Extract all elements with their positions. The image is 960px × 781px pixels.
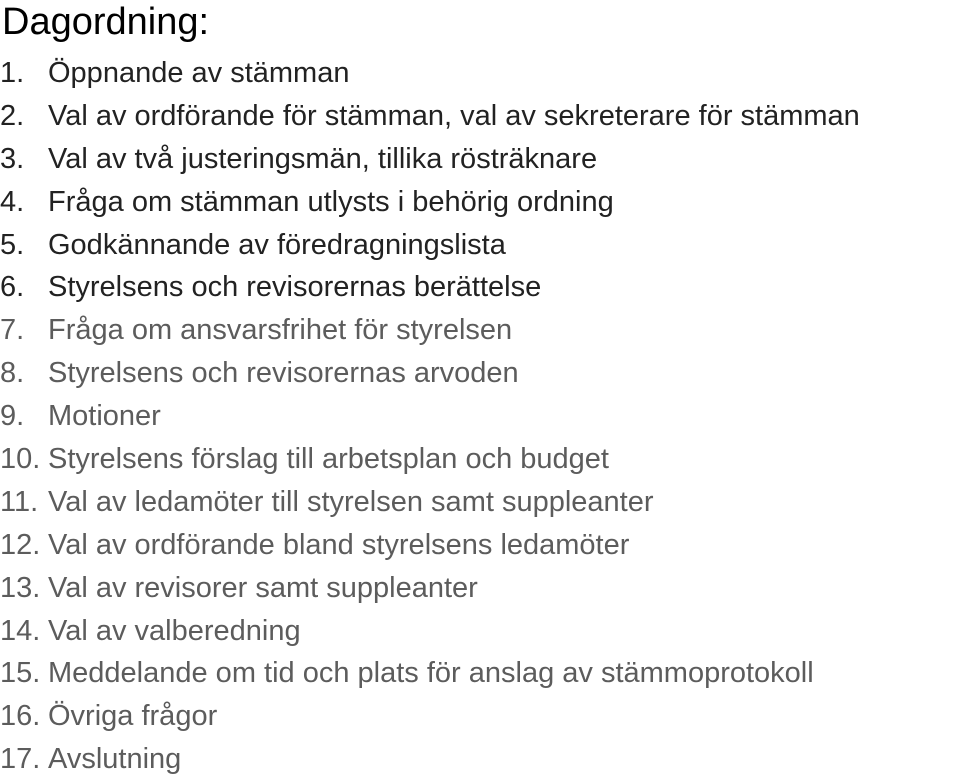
agenda-item-text: Avslutning	[48, 743, 182, 776]
agenda-item-text: Meddelande om tid och plats för anslag av stämmoprotokoll	[48, 657, 814, 690]
agenda-item-text: Fråga om ansvarsfrihet för styrelsen	[48, 314, 513, 347]
agenda-item	[0, 567, 860, 610]
agenda-item-number: 9.	[0, 400, 25, 433]
agenda-list	[0, 52, 860, 781]
agenda-item-text: Val av ordförande bland styrelsens ledamöter	[48, 528, 630, 561]
agenda-item	[0, 695, 860, 738]
agenda-item	[0, 309, 860, 352]
agenda-item-text: Val av valberedning	[48, 614, 301, 647]
agenda-item	[0, 652, 860, 695]
agenda-item	[0, 224, 860, 267]
agenda-item-text: Öppnande av stämman	[48, 56, 350, 89]
agenda-item-text: Val av ordförande för stämman, val av sekreterare för stämman	[48, 99, 860, 132]
agenda-item	[0, 266, 860, 309]
agenda-item	[0, 352, 860, 395]
agenda-item	[0, 524, 860, 567]
agenda-item-text: Val av ledamöter till styrelsen samt suppleanter	[48, 485, 654, 518]
agenda-item-number: 12.	[0, 528, 41, 561]
page-title: Dagordning:	[2, 1, 210, 43]
agenda-item-number: 7.	[0, 314, 25, 347]
agenda-item	[0, 438, 860, 481]
agenda-item-number: 16.	[0, 700, 41, 733]
agenda-item-number: 6.	[0, 271, 25, 304]
agenda-item-number: 13.	[0, 571, 41, 604]
agenda-item	[0, 52, 860, 95]
agenda-item	[0, 95, 860, 138]
agenda-item-number: 8.	[0, 357, 25, 390]
agenda-item-number: 14.	[0, 614, 41, 647]
agenda-item	[0, 181, 860, 224]
agenda-item-text: Styrelsens och revisorernas berättelse	[48, 271, 542, 304]
agenda-item	[0, 395, 860, 438]
agenda-item-number: 4.	[0, 185, 25, 218]
agenda-item-number: 2.	[0, 99, 25, 132]
agenda-item-number: 1.	[0, 56, 25, 89]
agenda-item-text: Val av två justeringsmän, tillika rösträknare	[48, 142, 598, 175]
agenda-item-number: 5.	[0, 228, 25, 261]
agenda-item-number: 3.	[0, 142, 25, 175]
agenda-item-text: Styrelsens och revisorernas arvoden	[48, 357, 519, 390]
agenda-item-text: Godkännande av föredragningslista	[48, 228, 506, 261]
agenda-item	[0, 481, 860, 524]
agenda-item-text: Val av revisorer samt suppleanter	[48, 571, 478, 604]
agenda-item-text: Styrelsens förslag till arbetsplan och budget	[48, 442, 609, 475]
agenda-item-number: 17.	[0, 743, 41, 776]
agenda-item-number: 10.	[0, 442, 41, 475]
agenda-item	[0, 610, 860, 653]
agenda-item-number: 15.	[0, 657, 41, 690]
agenda-item-text: Övriga frågor	[48, 700, 218, 733]
agenda-item	[0, 138, 860, 181]
agenda-item	[0, 738, 860, 781]
agenda-item-number: 11.	[0, 485, 39, 518]
agenda-item-text: Motioner	[48, 400, 161, 433]
agenda-item-text: Fråga om stämman utlysts i behörig ordning	[48, 185, 614, 218]
